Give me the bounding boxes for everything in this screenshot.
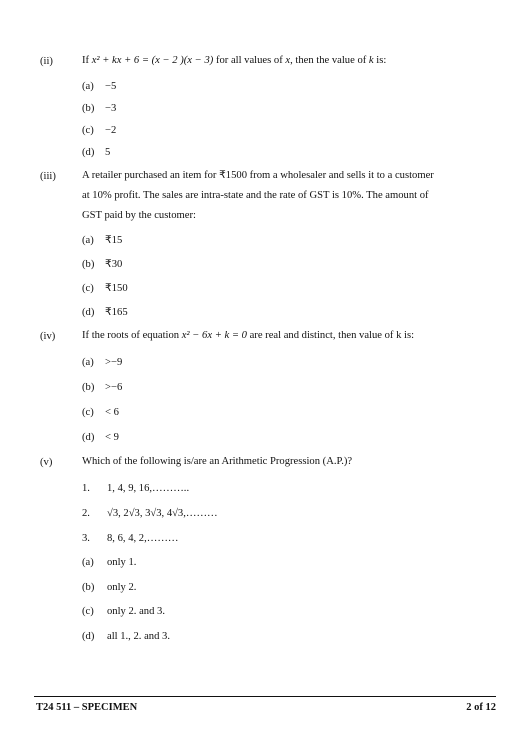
item-label: 2.: [82, 508, 90, 519]
option-text: >−6: [105, 382, 123, 393]
question-number: (ii): [40, 56, 53, 67]
question-stem: Which of the following is/are an Arithmetic Progression (A.P.)?: [82, 456, 353, 467]
option-label: (c): [82, 283, 94, 294]
stem-text: for all values of: [213, 55, 286, 66]
option-label: (a): [82, 235, 94, 246]
option-a: [82, 357, 122, 368]
item-text: 1, 4, 9, 16,………..: [107, 483, 190, 494]
option-text: −5: [105, 81, 117, 92]
option-d: [82, 306, 128, 318]
question-number: (iii): [40, 171, 56, 182]
option-label: (a): [82, 81, 94, 92]
stem-line: GST paid by the customer:: [82, 210, 196, 221]
option-label: (b): [82, 259, 95, 270]
option-label: (a): [82, 357, 94, 368]
question-number: (iv): [40, 331, 56, 342]
option-label: (a): [82, 557, 94, 568]
stem-equation: x² + kx + 6 = (x − 2 )(x − 3): [91, 55, 214, 66]
option-text: only 2.: [107, 582, 137, 593]
option-text: ₹150: [105, 283, 128, 294]
option-text: −2: [105, 125, 117, 136]
stem-line: A retailer purchased an item for ₹1500 from a wholesaler and sells it to a customer: [82, 170, 434, 181]
stem-text: , then the value of: [290, 55, 369, 66]
option-label: (b): [82, 103, 95, 114]
option-label: (b): [82, 582, 95, 593]
option-a: [82, 81, 116, 92]
option-text: only 2. and 3.: [107, 606, 165, 617]
question-number: (v): [40, 457, 53, 468]
option-text: >−9: [105, 357, 123, 368]
footer-exam-code: T24 511 – SPECIMEN: [36, 702, 138, 713]
sequence-item-1: [82, 483, 189, 494]
stem-text: are real and distinct, then value of k is:: [246, 330, 415, 341]
option-c: [82, 125, 116, 136]
footer-page-number: 2 of 12: [466, 702, 496, 713]
stem-text: is:: [373, 55, 387, 66]
question-stem: [82, 166, 472, 226]
option-text: 5: [105, 147, 111, 158]
option-text: ₹15: [105, 235, 123, 246]
option-d: [82, 631, 170, 642]
option-label: (d): [82, 631, 95, 642]
option-text: only 1.: [107, 557, 137, 568]
stem-variable: x: [285, 55, 291, 66]
option-text: all 1., 2. and 3.: [107, 631, 170, 642]
option-a: [82, 234, 122, 246]
option-label: (c): [82, 606, 94, 617]
option-c: [82, 282, 128, 294]
option-d: [82, 432, 119, 443]
option-text: ₹30: [105, 259, 123, 270]
sequence-item-2: [82, 508, 218, 519]
option-label: (b): [82, 382, 95, 393]
option-label: (d): [82, 147, 95, 158]
option-b: [82, 103, 116, 114]
stem-equation: x² − 6x + k = 0: [181, 330, 247, 341]
option-text: < 9: [105, 432, 119, 443]
question-stem: [82, 51, 472, 71]
item-label: 3.: [82, 533, 90, 544]
option-d: [82, 147, 110, 158]
option-label: (c): [82, 407, 94, 418]
option-label: (d): [82, 432, 95, 443]
stem-text: If the roots of equation: [82, 330, 182, 341]
option-label: (d): [82, 307, 95, 318]
option-text: < 6: [105, 407, 119, 418]
stem-text: If: [82, 55, 92, 66]
option-text: ₹165: [105, 307, 128, 318]
stem-line: at 10% profit. The sales are intra-state and the rate of GST is 10%. The amount of: [82, 190, 429, 201]
item-text: 8, 6, 4, 2,………: [107, 533, 179, 544]
stem-variable: k: [368, 55, 374, 66]
footer-divider: [34, 696, 496, 697]
sequence-item-3: [82, 533, 179, 544]
option-c: [82, 606, 165, 617]
option-a: [82, 557, 136, 568]
item-label: 1.: [82, 483, 90, 494]
item-text: √3, 2√3, 3√3, 4√3,………: [107, 508, 218, 519]
option-b: [82, 258, 122, 270]
option-c: [82, 407, 119, 418]
option-label: (c): [82, 125, 94, 136]
question-stem: [82, 326, 472, 346]
option-text: −3: [105, 103, 117, 114]
option-b: [82, 382, 122, 393]
option-b: [82, 582, 136, 593]
